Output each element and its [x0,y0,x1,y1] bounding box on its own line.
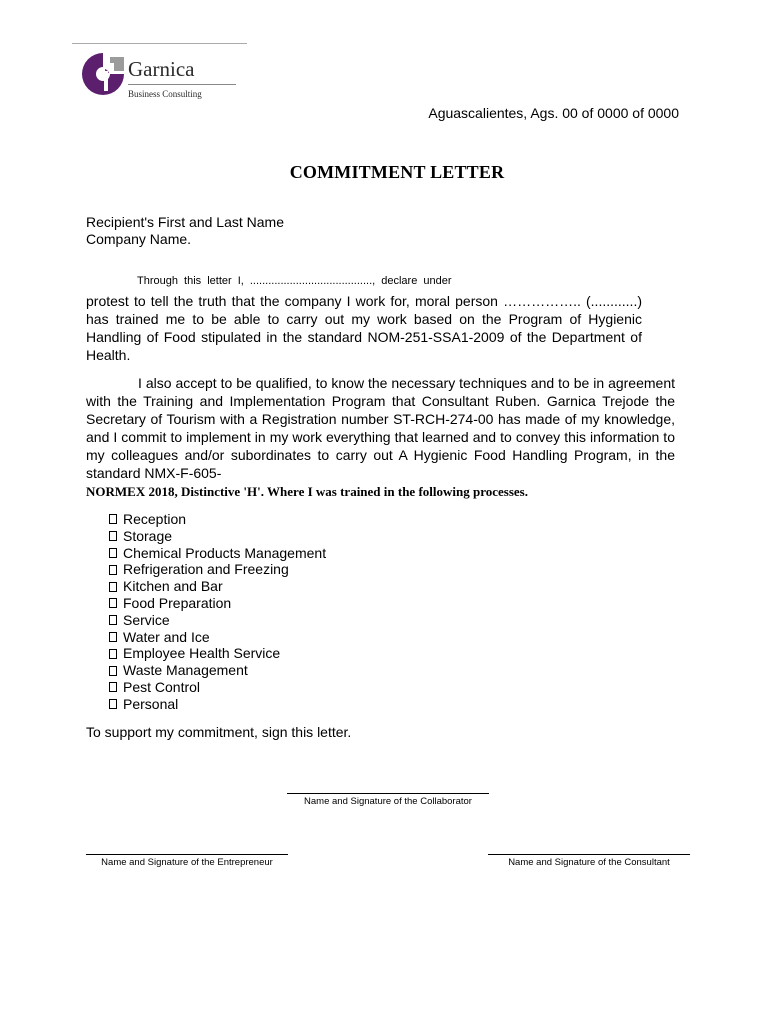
recipient-name: Recipient's First and Last Name [86,214,284,230]
process-list [109,511,326,713]
checkbox-icon [109,598,117,608]
checkbox-icon [109,699,117,709]
checkbox-icon [109,565,117,575]
list-item [109,662,326,679]
paragraph2 [86,374,675,482]
logo-top-rule [72,43,247,44]
list-item-label: Food Preparation [123,594,232,611]
checkbox-icon [109,582,117,592]
list-item [109,545,326,562]
list-item-label: Water and Ice [123,628,210,645]
list-item [109,561,326,578]
checkbox-icon [109,666,117,676]
list-item-label: Employee Health Service [123,645,281,662]
list-item [109,595,326,612]
list-item [109,578,326,595]
checkbox-icon [109,649,117,659]
paragraph2-bold-line: NORMEX 2018, Distinctive 'H'. Where I was trained in the following processes. [86,484,528,499]
paragraph2-text: I also accept to be qualified, to know the necessary techniques and to be in agreement with the Training and Implementation Program that Consultant Ruben. Garnica Trejode the Secretary of Tourism with a Registration number ST-RCH-274-00 has made of my knowledge, and I commit to implement in my work everything that learned and to convey this information to my colleagues and/or subordinates to carry out A Hygienic Food Handling Program, in the standard NMX-F-605- [86,375,675,481]
list-item-label: Reception [123,511,187,527]
list-item [109,612,326,629]
list-item [109,528,326,545]
recipient-company: Company Name. [86,231,192,247]
list-item [109,645,326,662]
logo-name: Garnica [128,57,195,81]
list-item [109,511,326,528]
paragraph1-body: protest to tell the truth that the company I work for, moral person …………….. (............) has trained me to be able to carry out my work based on the Program of Hygienic Handling of Food stipulated in the standard NOM-251-SSA1-2009 of the Department of Health. [86,293,642,363]
list-item [109,679,326,696]
signature-label: Name and Signature of the Consultant [508,857,670,868]
checkbox-icon [109,514,117,524]
closing-line: To support my commitment, sign this letter. [86,724,352,740]
signature-line [287,793,489,794]
list-item-label: Storage [123,527,173,544]
checkbox-icon [109,615,117,625]
signature-line [86,854,288,855]
signature-consultant [488,854,690,868]
checkbox-icon [109,548,117,558]
signature-entrepreneur [86,854,288,868]
list-item-label: Chemical Products Management [123,544,327,561]
list-item [109,629,326,646]
date-line: Aguascalientes, Ags. 00 of 0000 of 0000 [428,105,679,121]
checkbox-icon [109,682,117,692]
logo-subtitle: Business Consulting [128,89,202,99]
checkbox-icon [109,531,117,541]
list-item-label: Pest Control [123,678,201,695]
recipient-block [86,214,284,248]
list-item-label: Kitchen and Bar [123,578,223,595]
list-item [109,696,326,713]
logo-divider [128,84,236,85]
list-item-label: Personal [123,695,179,712]
checkbox-icon [109,632,117,642]
list-item-label: Refrigeration and Freezing [123,561,289,578]
signature-label: Name and Signature of the Collaborator [304,796,472,807]
signature-line [488,854,690,855]
signature-label: Name and Signature of the Entrepreneur [101,857,273,868]
garnica-logo-icon [78,49,128,99]
paragraph1-first-line: Through this letter I, ........................................, declare under [137,275,452,287]
list-item-label: Waste Management [123,662,248,679]
list-item-label: Service [123,611,170,628]
letter-title: COMMITMENT LETTER [289,162,505,182]
company-logo [72,43,247,101]
signature-collaborator [287,793,489,807]
